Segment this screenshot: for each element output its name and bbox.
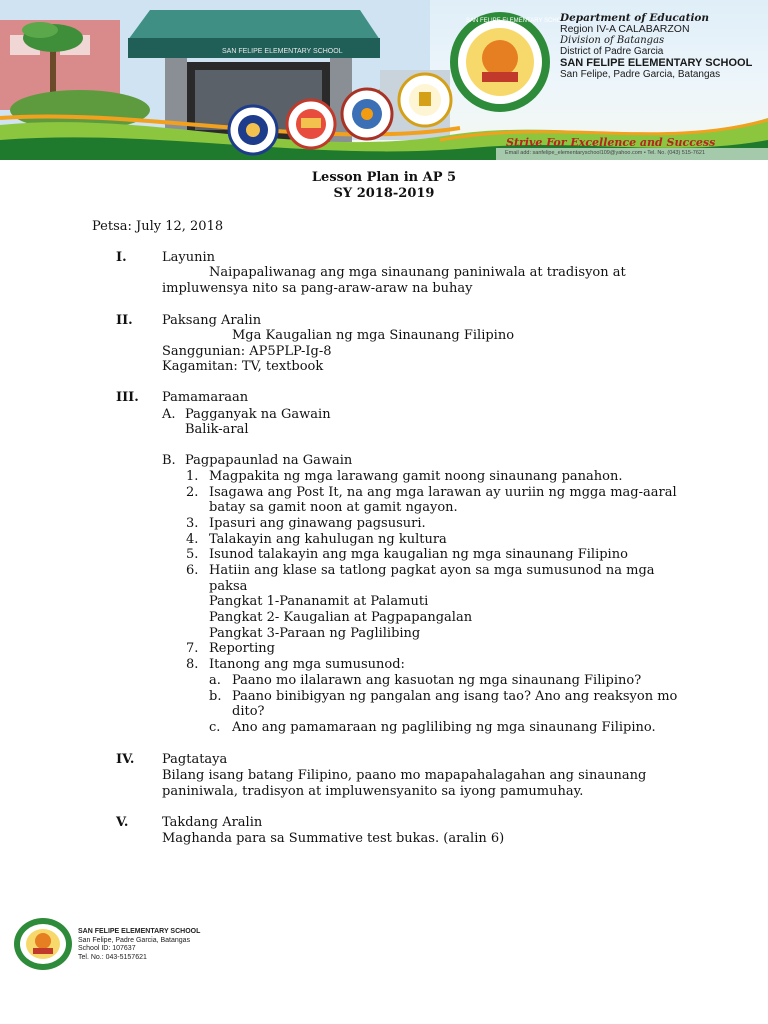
step-text: Talakayin ang kahulugan ng kultura: [209, 532, 447, 547]
section-1-title: Layunin: [162, 250, 216, 265]
seal-ring-text: SAN FELIPE ELEMENTARY SCHOOL: [466, 18, 570, 24]
region-name: Region IV-A CALABARZON: [560, 23, 690, 35]
step-text: Isunod talakayin ang mga kaugalian ng mga sinaunang Filipino: [209, 547, 628, 562]
section-5-title: Takdang Aralin: [162, 815, 263, 830]
step-text: Pangkat 3-Paraan ng Paglilibing: [209, 626, 421, 641]
step-number: 1.: [186, 469, 199, 484]
footer-school-logo: [12, 916, 74, 972]
section-2-number: II.: [116, 313, 133, 328]
subsection-a-title: Pagganyak na Gawain: [185, 407, 331, 422]
step-number: 7.: [186, 641, 199, 656]
section-2-title: Paksang Aralin: [162, 313, 262, 328]
subsection-b-mark: B.: [162, 453, 176, 468]
lesson-title: Lesson Plan in AP 5: [311, 170, 457, 185]
section-1-number: I.: [116, 250, 127, 265]
subsection-a-sub: Balik-aral: [185, 422, 249, 437]
district-name: District of Padre Garcia: [560, 46, 664, 57]
question-text: Paano binibigyan ng pangalan ang isang tao? Ano ang reaksyon mo: [232, 689, 678, 704]
question-letter: c.: [209, 720, 221, 735]
district-logo: [287, 100, 335, 148]
step-text: Ipasuri ang ginawang pagsusuri.: [209, 516, 426, 531]
building-sign: SAN FELIPE ELEMENTARY SCHOOL: [222, 48, 343, 55]
section-2-line: Sanggunian: AP5PLP-Ig-8: [162, 344, 332, 359]
school-name: SAN FELIPE ELEMENTARY SCHOOL: [560, 57, 753, 69]
footer-info: [78, 928, 200, 962]
section-4-line: Bilang isang batang Filipino, paano mo mapapahalagahan ang sinaunang: [162, 768, 647, 783]
section-2-line: Kagamitan: TV, textbook: [162, 359, 324, 374]
step-text: Pangkat 2- Kaugalian at Pagpapangalan: [209, 610, 473, 625]
step-text: Reporting: [209, 641, 275, 656]
section-4-number: IV.: [116, 752, 135, 767]
step-text: Isagawa ang Post It, na ang mga larawan ay uuriin ng mgga mag-aaral: [209, 485, 677, 500]
question-text: Ano ang pamamaraan ng paglilibing ng mga sinaunang Filipino.: [232, 720, 656, 735]
step-text: Itanong ang mga sumusunod:: [209, 657, 405, 672]
step-number: 3.: [186, 516, 199, 531]
header-banner: [0, 0, 768, 160]
school-year: SY 2018-2019: [333, 186, 435, 201]
footer-school-name: SAN FELIPE ELEMENTARY SCHOOL: [78, 928, 201, 935]
division-logo: [342, 89, 392, 139]
school-contact: Email add: sanfelipe_elementaryschool109@yahoo.com • Tel. No. (043) 515-7621: [505, 150, 706, 156]
section-5-number: V.: [116, 815, 129, 830]
step-text: paksa: [209, 579, 248, 594]
step-text: batay sa gamit noon at gamit ngayon.: [209, 500, 458, 515]
subsection-a-mark: A.: [162, 407, 176, 422]
section-1-line: impluwensya nito sa pang-araw-araw na buhay: [162, 281, 473, 296]
footer-school-id: School ID: 107637: [78, 945, 136, 952]
question-text: dito?: [232, 704, 265, 719]
section-4-line: paniniwala, tradisyon at impluwensyanito sa iyong pamumuhay.: [162, 784, 584, 799]
footer-address: San Felipe, Padre Garcia, Batangas: [78, 936, 191, 944]
section-3-number: III.: [116, 390, 139, 405]
step-text: Hatiin ang klase sa tatlong pagkat ayon sa mga sumusunod na mga: [209, 563, 655, 578]
step-number: 2.: [186, 485, 199, 500]
step-number: 6.: [186, 563, 199, 578]
school-header-text: [560, 12, 752, 80]
school-address: San Felipe, Padre Garcia, Batangas: [560, 69, 721, 80]
school-seal-logo: [450, 12, 570, 112]
step-number: 4.: [186, 532, 199, 547]
deped-logo: [229, 106, 277, 154]
step-number: 8.: [186, 657, 199, 672]
footer-tel: Tel. No.: 043-5157621: [78, 953, 147, 961]
section-1-line: Naipapaliwanag ang mga sinaunang paniniwala at tradisyon at: [209, 265, 626, 280]
lesson-date: Petsa: July 12, 2018: [92, 219, 224, 234]
question-text: Paano mo ilalarawn ang kasuotan ng mga sinaunang Filipino?: [232, 673, 642, 688]
question-letter: a.: [209, 673, 221, 688]
school-motto: Strive For Excellence and Success: [506, 136, 716, 149]
garcia-logo: [399, 74, 451, 126]
section-4-title: Pagtataya: [162, 752, 228, 767]
division-name: Division of Batangas: [560, 35, 665, 46]
dept-name: Department of Education: [560, 12, 710, 24]
section-5-line: Maghanda para sa Summative test bukas. (aralin 6): [162, 831, 505, 846]
question-letter: b.: [209, 689, 222, 704]
step-text: Pangkat 1-Pananamit at Palamuti: [209, 594, 429, 609]
step-number: 5.: [186, 547, 199, 562]
subsection-b-title: Pagpapaunlad na Gawain: [185, 453, 353, 468]
step-text: Magpakita ng mga larawang gamit noong sinaunang panahon.: [209, 469, 623, 484]
section-3-title: Pamamaraan: [162, 390, 249, 405]
section-2-line: Mga Kaugalian ng mga Sinaunang Filipino: [232, 328, 515, 343]
